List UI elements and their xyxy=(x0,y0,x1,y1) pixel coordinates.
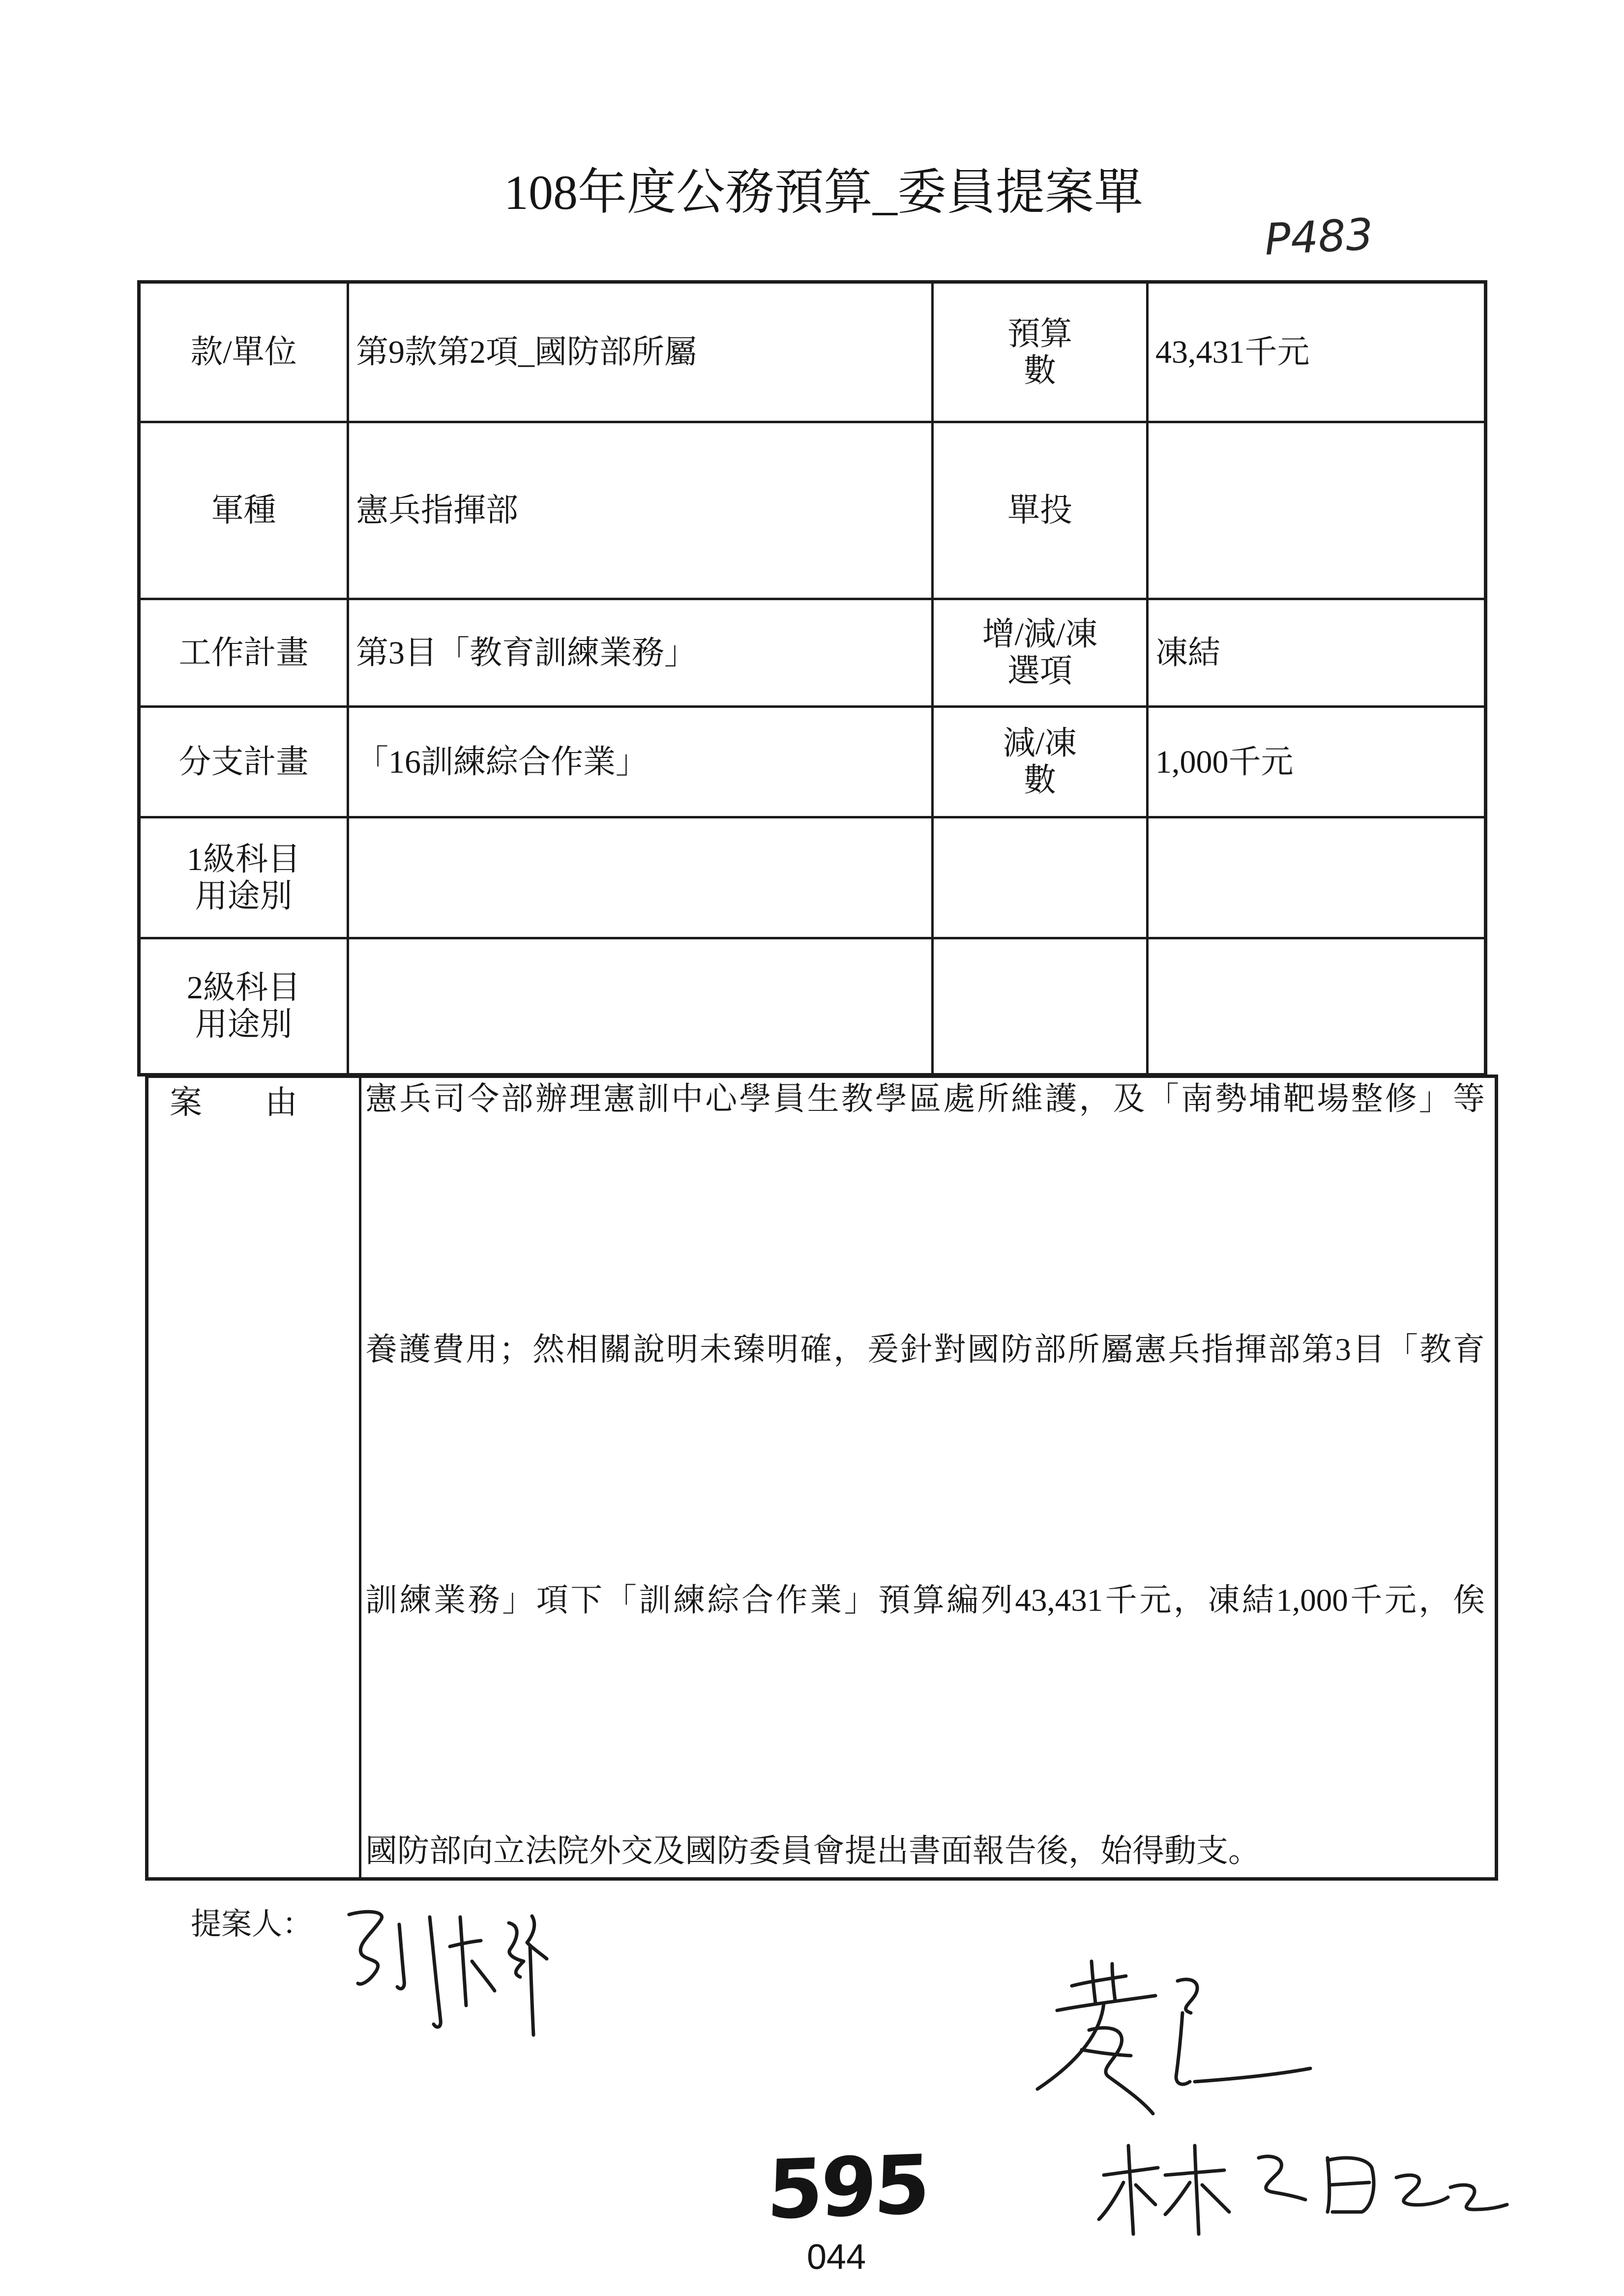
signature-stroke xyxy=(1099,2182,1123,2219)
work-plan-value: 第3目「教育訓練業務」 xyxy=(356,635,697,671)
reason-line-4: 國防部向立法院外交及國防委員會提出書面報告後，始得動支。 xyxy=(365,1833,1261,1869)
budget-label-line-1: 預算 xyxy=(1007,316,1072,352)
level1-category-extra-value-cell xyxy=(1149,818,1484,939)
budget-label-line-2: 數 xyxy=(1024,352,1056,389)
reason-body-cell xyxy=(361,1078,1495,1877)
action-amount-label-line-2: 數 xyxy=(1024,762,1056,798)
level1-category-extra-cell xyxy=(934,818,1149,939)
signature-stroke xyxy=(1178,1979,1197,2013)
signature-stroke xyxy=(397,1924,404,1989)
handwritten-page-ref: P483 xyxy=(1263,208,1375,265)
signature-2 xyxy=(1028,1956,1318,2123)
signature-stroke xyxy=(349,1912,382,1984)
budget-label xyxy=(1007,316,1072,389)
action-option-value: 凍結 xyxy=(1155,635,1220,671)
signature-stroke xyxy=(430,1917,441,2027)
signature-stroke xyxy=(460,1917,466,2005)
signature-3 xyxy=(1092,2133,1519,2246)
action-option-label xyxy=(982,616,1098,690)
budget-label-cell xyxy=(934,284,1149,423)
action-amount-value: 1,000千元 xyxy=(1155,744,1294,780)
reason-line-1: 憲兵司令部辦理憲訓中心學員生教學區處所維護，及「南勢埔靶場整修」等 xyxy=(365,1081,1485,1117)
proposal-form-table xyxy=(137,280,1487,1076)
signature-stroke xyxy=(1128,2146,1133,2234)
signature-stroke xyxy=(1082,2050,1131,2056)
signature-stroke xyxy=(1330,2182,1369,2185)
level2-category-extra-cell xyxy=(934,939,1149,1073)
handwritten-number: 595 xyxy=(765,2137,929,2238)
signature-stroke xyxy=(1165,2182,1190,2214)
signature-stroke xyxy=(450,1941,481,1947)
signature-stroke xyxy=(1396,2175,1448,2205)
level1-category-label-line-1: 1級科目 xyxy=(187,841,300,877)
signature-stroke xyxy=(1136,2185,1155,2205)
level1-category-label-cell xyxy=(141,818,349,939)
reason-label-cell xyxy=(148,1078,361,1877)
action-amount-value-cell xyxy=(1149,708,1484,818)
level2-category-label-line-2: 用途別 xyxy=(195,1007,293,1043)
reason-line-3: 訓練業務」項下「訓練綜合作業」預算編列43,431千元，凍結1,000千元，俟 xyxy=(365,1583,1485,1618)
signature-stroke xyxy=(1176,2013,1190,2084)
sub-plan-label-cell xyxy=(141,708,349,818)
reason-label: 案由 xyxy=(170,1085,360,1121)
work-plan-label: 工作計畫 xyxy=(178,635,309,671)
unit-label-cell xyxy=(141,284,349,423)
level2-category-label-cell xyxy=(141,939,349,1073)
work-plan-label-cell xyxy=(141,600,349,708)
sub-plan-label: 分支計畫 xyxy=(178,744,309,780)
form-title: 108年度公務預算_委員提案單 xyxy=(504,165,1143,220)
signature-1 xyxy=(339,1897,570,2045)
sub-plan-value-cell xyxy=(349,708,934,818)
action-option-label-cell xyxy=(934,600,1149,708)
budget-value: 43,431千元 xyxy=(1155,334,1310,370)
single-vote-value-cell xyxy=(1149,423,1484,600)
signature-stroke xyxy=(1259,2156,1305,2200)
signature-stroke xyxy=(1450,2185,1507,2209)
service-label: 軍種 xyxy=(211,493,276,528)
signature-stroke xyxy=(1195,2146,1199,2234)
signature-stroke xyxy=(1037,2003,1104,2089)
signature-stroke xyxy=(1057,1996,1155,2010)
signature-stroke xyxy=(1195,2068,1310,2082)
service-value: 憲兵指揮部 xyxy=(356,493,518,528)
unit-value: 第9款第2項_國防部所屬 xyxy=(356,334,697,370)
level1-category-value-cell xyxy=(349,818,934,939)
action-amount-label-line-1: 減/凍 xyxy=(1003,726,1077,761)
action-option-label-line-2: 選項 xyxy=(1007,653,1072,689)
action-option-label-line-1: 增/減/凍 xyxy=(982,616,1098,652)
unit-value-cell xyxy=(349,284,934,423)
action-amount-label-cell xyxy=(934,708,1149,818)
signature-stroke xyxy=(1112,1964,1115,2001)
signature-stroke xyxy=(1092,1961,1095,2003)
sub-plan-value: 「16訓練綜合作業」 xyxy=(356,744,648,780)
action-option-value-cell xyxy=(1149,600,1484,708)
budget-value-cell xyxy=(1149,284,1484,423)
level1-category-label-line-2: 用途別 xyxy=(195,878,293,914)
service-value-cell xyxy=(349,423,934,600)
proposer-label: 提案人： xyxy=(191,1908,313,1941)
signature-stroke xyxy=(530,1947,533,2035)
action-amount-label xyxy=(1003,725,1077,799)
signature-stroke xyxy=(1072,1976,1126,1986)
signature-stroke xyxy=(472,1961,495,1991)
level2-category-extra-value-cell xyxy=(1149,939,1484,1073)
level2-category-label xyxy=(187,969,300,1043)
level1-category-label xyxy=(187,841,300,915)
single-vote-label: 單投 xyxy=(1007,493,1072,528)
signature-stroke xyxy=(1202,2185,1229,2212)
signature-stroke xyxy=(509,1923,524,1977)
single-vote-label-cell xyxy=(934,423,1149,600)
signature-stroke xyxy=(1089,2028,1153,2114)
service-label-cell xyxy=(141,423,349,600)
proposal-reason-table xyxy=(145,1075,1498,1881)
work-plan-value-cell xyxy=(349,600,934,708)
page-number: 044 xyxy=(807,2238,866,2277)
unit-label: 款/單位 xyxy=(190,334,297,370)
level2-category-label-line-1: 2級科目 xyxy=(187,970,300,1006)
level2-category-value-cell xyxy=(349,939,934,1073)
reason-line-2: 養護費用；然相關說明未臻明確，爰針對國防部所屬憲兵指揮部第3目「教育 xyxy=(365,1332,1485,1367)
